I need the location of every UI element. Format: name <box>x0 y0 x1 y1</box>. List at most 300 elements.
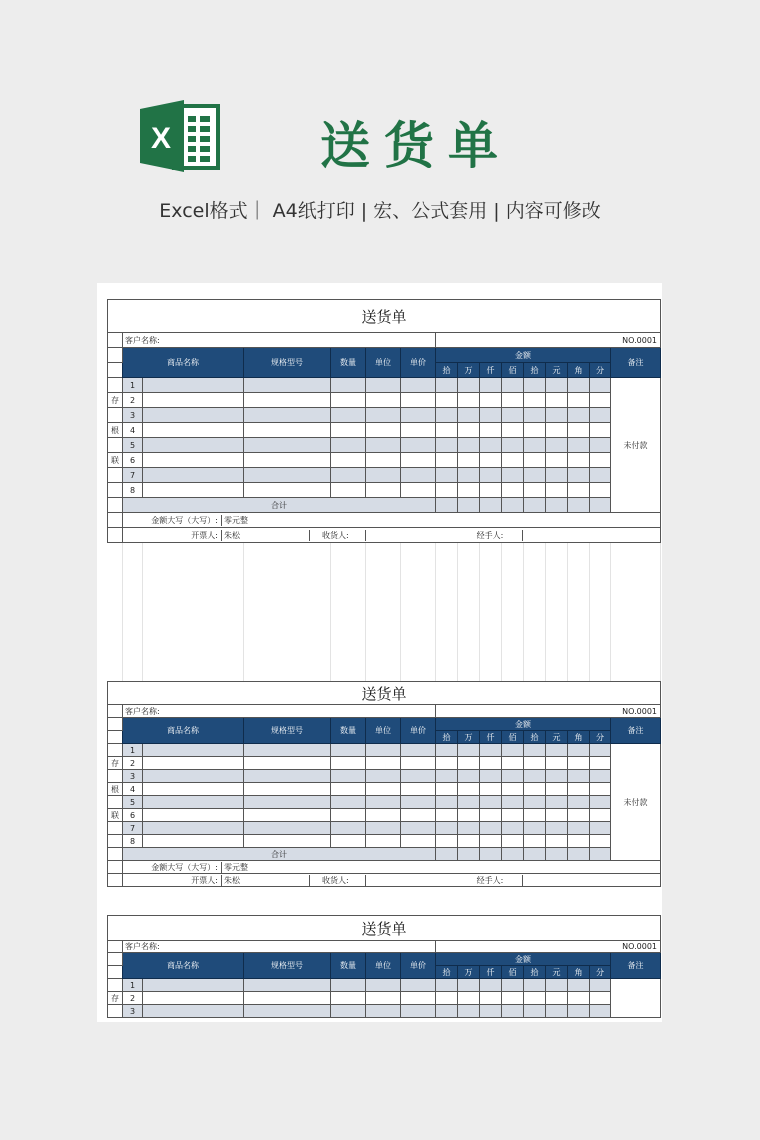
item-cell[interactable] <box>366 770 401 783</box>
item-cell[interactable] <box>331 483 366 498</box>
item-cell[interactable] <box>143 438 244 453</box>
item-cell[interactable] <box>502 979 524 992</box>
item-cell[interactable] <box>546 393 568 408</box>
side-label: 根 <box>108 783 123 796</box>
item-cell[interactable] <box>480 393 502 408</box>
col-header-unit: 单位 <box>366 348 401 378</box>
item-cell[interactable] <box>568 783 590 796</box>
item-cell[interactable] <box>436 423 458 438</box>
item-cell[interactable] <box>546 809 568 822</box>
item-cell[interactable] <box>546 438 568 453</box>
item-cell[interactable] <box>331 408 366 423</box>
item-cell[interactable] <box>366 992 401 1005</box>
item-cell[interactable] <box>502 408 524 423</box>
item-cell[interactable] <box>524 992 546 1005</box>
item-cell[interactable] <box>244 483 331 498</box>
amount-unit-header: 万 <box>458 966 480 979</box>
item-cell[interactable] <box>546 783 568 796</box>
feature-subtitle: Excel格式｜ A4纸打印 | 宏、公式套用 | 内容可修改 <box>159 200 601 222</box>
item-cell[interactable] <box>436 757 458 770</box>
item-cell[interactable] <box>590 393 611 408</box>
item-cell[interactable] <box>502 423 524 438</box>
item-cell[interactable] <box>458 1005 480 1018</box>
item-cell[interactable] <box>366 757 401 770</box>
item-cell[interactable] <box>436 483 458 498</box>
grid-line <box>545 543 546 681</box>
item-cell[interactable] <box>590 809 611 822</box>
item-cell[interactable] <box>244 979 331 992</box>
item-cell[interactable] <box>436 822 458 835</box>
item-cell[interactable] <box>524 378 546 393</box>
item-cell[interactable] <box>366 809 401 822</box>
item-cell[interactable] <box>480 483 502 498</box>
item-cell[interactable] <box>502 1005 524 1018</box>
item-cell[interactable] <box>366 393 401 408</box>
item-cell[interactable] <box>546 1005 568 1018</box>
item-cell[interactable] <box>366 744 401 757</box>
item-cell[interactable] <box>590 438 611 453</box>
item-cell[interactable] <box>480 453 502 468</box>
item-cell[interactable] <box>366 468 401 483</box>
item-cell[interactable] <box>458 770 480 783</box>
item-cell[interactable] <box>244 822 331 835</box>
item-cell[interactable] <box>524 822 546 835</box>
item-cell[interactable] <box>244 757 331 770</box>
item-cell[interactable] <box>401 468 436 483</box>
item-cell[interactable] <box>458 796 480 809</box>
item-cell[interactable] <box>458 423 480 438</box>
item-cell[interactable] <box>480 757 502 770</box>
item-cell[interactable] <box>524 438 546 453</box>
item-cell[interactable] <box>143 979 244 992</box>
item-cell[interactable] <box>590 408 611 423</box>
item-cell[interactable] <box>244 468 331 483</box>
item-cell[interactable] <box>480 423 502 438</box>
item-cell[interactable] <box>401 423 436 438</box>
item-cell[interactable] <box>502 992 524 1005</box>
item-cell[interactable] <box>401 822 436 835</box>
item-cell[interactable] <box>502 809 524 822</box>
item-cell[interactable] <box>546 483 568 498</box>
item-cell[interactable] <box>401 835 436 848</box>
item-cell[interactable] <box>458 378 480 393</box>
total-cell <box>568 848 590 861</box>
item-cell[interactable] <box>524 757 546 770</box>
item-cell[interactable] <box>436 1005 458 1018</box>
col-header-spec: 规格型号 <box>244 953 331 979</box>
item-cell[interactable] <box>331 822 366 835</box>
item-cell[interactable] <box>244 408 331 423</box>
item-cell[interactable] <box>366 822 401 835</box>
item-cell[interactable] <box>546 408 568 423</box>
item-cell[interactable] <box>244 1005 331 1018</box>
item-cell[interactable] <box>590 835 611 848</box>
item-cell[interactable] <box>546 822 568 835</box>
item-cell[interactable] <box>524 744 546 757</box>
item-cell[interactable] <box>458 438 480 453</box>
item-cell[interactable] <box>366 835 401 848</box>
item-cell[interactable] <box>458 822 480 835</box>
item-cell[interactable] <box>480 783 502 796</box>
item-cell[interactable] <box>244 393 331 408</box>
item-cell[interactable] <box>524 423 546 438</box>
item-cell[interactable] <box>480 1005 502 1018</box>
item-cell[interactable] <box>458 483 480 498</box>
item-cell[interactable] <box>366 979 401 992</box>
item-cell[interactable] <box>480 378 502 393</box>
item-cell[interactable] <box>143 1005 244 1018</box>
item-cell[interactable] <box>331 468 366 483</box>
item-cell[interactable] <box>546 757 568 770</box>
issuer-label: 开票人: <box>123 530 222 541</box>
item-cell[interactable] <box>401 408 436 423</box>
item-cell[interactable] <box>331 1005 366 1018</box>
col-header-qty: 数量 <box>331 348 366 378</box>
total-cell <box>546 848 568 861</box>
item-cell[interactable] <box>366 423 401 438</box>
item-cell[interactable] <box>524 468 546 483</box>
item-cell[interactable] <box>143 770 244 783</box>
item-cell[interactable] <box>401 796 436 809</box>
item-cell[interactable] <box>244 453 331 468</box>
item-cell[interactable] <box>458 393 480 408</box>
item-cell[interactable] <box>502 468 524 483</box>
item-cell[interactable] <box>502 822 524 835</box>
item-cell[interactable] <box>546 796 568 809</box>
item-cell[interactable] <box>524 979 546 992</box>
row-number: 1 <box>123 378 143 393</box>
item-cell[interactable] <box>331 796 366 809</box>
item-cell[interactable] <box>143 453 244 468</box>
cell <box>108 718 123 731</box>
col-header-remarks: 备注 <box>611 953 661 979</box>
item-cell[interactable] <box>143 809 244 822</box>
table-row <box>108 468 661 483</box>
item-cell[interactable] <box>436 796 458 809</box>
delivery-form <box>107 915 660 1018</box>
total-cell <box>502 848 524 861</box>
item-cell[interactable] <box>568 438 590 453</box>
item-cell[interactable] <box>590 468 611 483</box>
item-cell[interactable] <box>331 438 366 453</box>
item-cell[interactable] <box>546 979 568 992</box>
item-cell[interactable] <box>401 1005 436 1018</box>
item-cell[interactable] <box>568 744 590 757</box>
side-label <box>108 483 123 498</box>
cell <box>108 348 123 363</box>
total-cell <box>590 498 611 513</box>
item-cell[interactable] <box>590 453 611 468</box>
item-cell[interactable] <box>401 992 436 1005</box>
item-cell[interactable] <box>524 835 546 848</box>
item-cell[interactable] <box>331 835 366 848</box>
item-cell[interactable] <box>590 378 611 393</box>
item-cell[interactable] <box>331 757 366 770</box>
item-cell[interactable] <box>143 992 244 1005</box>
item-cell[interactable] <box>590 1005 611 1018</box>
item-cell[interactable] <box>143 744 244 757</box>
item-cell[interactable] <box>480 992 502 1005</box>
total-cell <box>480 498 502 513</box>
item-cell[interactable] <box>244 835 331 848</box>
item-cell[interactable] <box>331 423 366 438</box>
item-cell[interactable] <box>568 770 590 783</box>
item-cell[interactable] <box>502 757 524 770</box>
item-cell[interactable] <box>568 796 590 809</box>
item-cell[interactable] <box>568 393 590 408</box>
item-cell[interactable] <box>436 835 458 848</box>
form-title: 送货单 <box>108 300 661 333</box>
item-cell[interactable] <box>143 408 244 423</box>
item-cell[interactable] <box>366 783 401 796</box>
item-cell[interactable] <box>436 979 458 992</box>
item-cell[interactable] <box>143 483 244 498</box>
item-cell[interactable] <box>546 468 568 483</box>
item-cell[interactable] <box>590 796 611 809</box>
row-number: 2 <box>123 393 143 408</box>
item-cell[interactable] <box>143 378 244 393</box>
item-cell[interactable] <box>568 992 590 1005</box>
item-cell[interactable] <box>502 796 524 809</box>
item-cell[interactable] <box>401 393 436 408</box>
item-cell[interactable] <box>244 770 331 783</box>
item-cell[interactable] <box>568 809 590 822</box>
item-cell[interactable] <box>480 809 502 822</box>
side-label <box>108 770 123 783</box>
item-cell[interactable] <box>244 783 331 796</box>
item-cell[interactable] <box>590 483 611 498</box>
amount-unit-header: 佰 <box>502 731 524 744</box>
cell <box>108 333 123 348</box>
item-cell[interactable] <box>366 483 401 498</box>
item-cell[interactable] <box>568 757 590 770</box>
item-cell[interactable] <box>480 979 502 992</box>
customer-name-field[interactable]: 客户名称: <box>123 705 436 718</box>
item-cell[interactable] <box>244 992 331 1005</box>
item-cell[interactable] <box>458 453 480 468</box>
total-cell <box>436 848 458 861</box>
item-cell[interactable] <box>568 835 590 848</box>
item-cell[interactable] <box>436 783 458 796</box>
table-row <box>108 423 661 438</box>
remarks-cell: 未付款 <box>611 378 661 513</box>
item-cell[interactable] <box>458 757 480 770</box>
item-cell[interactable] <box>502 393 524 408</box>
item-cell[interactable] <box>366 378 401 393</box>
side-label: 存 <box>108 992 123 1005</box>
item-cell[interactable] <box>366 438 401 453</box>
item-cell[interactable] <box>502 483 524 498</box>
item-cell[interactable] <box>436 393 458 408</box>
item-cell[interactable] <box>458 744 480 757</box>
item-cell[interactable] <box>546 992 568 1005</box>
item-cell[interactable] <box>480 835 502 848</box>
side-label <box>108 835 123 848</box>
item-cell[interactable] <box>590 979 611 992</box>
item-cell[interactable] <box>331 992 366 1005</box>
item-cell[interactable] <box>502 835 524 848</box>
item-cell[interactable] <box>244 438 331 453</box>
item-cell[interactable] <box>502 453 524 468</box>
item-cell[interactable] <box>458 992 480 1005</box>
item-cell[interactable] <box>546 770 568 783</box>
item-cell[interactable] <box>568 378 590 393</box>
table-row <box>108 953 661 966</box>
table-row <box>108 744 661 757</box>
item-cell[interactable] <box>524 393 546 408</box>
item-cell[interactable] <box>401 483 436 498</box>
item-cell[interactable] <box>366 1005 401 1018</box>
col-header-qty: 数量 <box>331 953 366 979</box>
item-cell[interactable] <box>480 438 502 453</box>
item-cell[interactable] <box>524 809 546 822</box>
item-cell[interactable] <box>524 408 546 423</box>
item-cell[interactable] <box>436 770 458 783</box>
item-cell[interactable] <box>524 453 546 468</box>
item-cell[interactable] <box>568 979 590 992</box>
item-cell[interactable] <box>401 438 436 453</box>
item-cell[interactable] <box>458 809 480 822</box>
item-cell[interactable] <box>458 835 480 848</box>
item-cell[interactable] <box>502 744 524 757</box>
item-cell[interactable] <box>244 423 331 438</box>
item-cell[interactable] <box>436 744 458 757</box>
item-cell[interactable] <box>366 796 401 809</box>
item-cell[interactable] <box>366 453 401 468</box>
item-cell[interactable] <box>436 809 458 822</box>
item-cell[interactable] <box>546 744 568 757</box>
item-cell[interactable] <box>143 822 244 835</box>
item-cell[interactable] <box>401 378 436 393</box>
item-cell[interactable] <box>524 1005 546 1018</box>
item-cell[interactable] <box>143 468 244 483</box>
item-cell[interactable] <box>568 453 590 468</box>
item-cell[interactable] <box>590 744 611 757</box>
item-cell[interactable] <box>568 822 590 835</box>
item-cell[interactable] <box>524 770 546 783</box>
item-cell[interactable] <box>143 393 244 408</box>
item-cell[interactable] <box>568 468 590 483</box>
table-row <box>108 757 661 770</box>
item-cell[interactable] <box>401 757 436 770</box>
item-cell[interactable] <box>244 378 331 393</box>
col-header-spec: 规格型号 <box>244 718 331 744</box>
item-cell[interactable] <box>524 796 546 809</box>
total-cell <box>524 498 546 513</box>
item-cell[interactable] <box>244 809 331 822</box>
item-cell[interactable] <box>502 378 524 393</box>
item-cell[interactable] <box>502 770 524 783</box>
item-cell[interactable] <box>143 835 244 848</box>
col-header-remarks: 备注 <box>611 718 661 744</box>
item-cell[interactable] <box>480 770 502 783</box>
issuer-value[interactable]: 朱松 <box>222 875 310 886</box>
item-cell[interactable] <box>568 483 590 498</box>
item-cell[interactable] <box>401 809 436 822</box>
item-cell[interactable] <box>480 468 502 483</box>
item-cell[interactable] <box>331 378 366 393</box>
table-row <box>108 705 661 718</box>
item-cell[interactable] <box>331 770 366 783</box>
item-cell[interactable] <box>331 393 366 408</box>
table-row <box>108 408 661 423</box>
item-cell[interactable] <box>568 408 590 423</box>
item-cell[interactable] <box>436 453 458 468</box>
item-cell[interactable] <box>143 783 244 796</box>
item-cell[interactable] <box>436 378 458 393</box>
item-cell[interactable] <box>590 770 611 783</box>
side-label <box>108 378 123 393</box>
item-cell[interactable] <box>502 438 524 453</box>
item-cell[interactable] <box>546 453 568 468</box>
item-cell[interactable] <box>436 408 458 423</box>
col-header-spec: 规格型号 <box>244 348 331 378</box>
customer-name-field[interactable]: 客户名称: <box>123 333 436 348</box>
item-cell[interactable] <box>401 979 436 992</box>
item-cell[interactable] <box>401 770 436 783</box>
item-cell[interactable] <box>331 783 366 796</box>
item-cell[interactable] <box>458 979 480 992</box>
item-cell[interactable] <box>480 822 502 835</box>
table-row <box>108 770 661 783</box>
item-cell[interactable] <box>590 757 611 770</box>
item-cell[interactable] <box>524 483 546 498</box>
item-cell[interactable] <box>590 783 611 796</box>
item-cell[interactable] <box>401 744 436 757</box>
item-cell[interactable] <box>480 408 502 423</box>
cell <box>108 528 123 543</box>
grid-line <box>610 543 611 681</box>
item-cell[interactable] <box>458 468 480 483</box>
item-cell[interactable] <box>480 796 502 809</box>
item-cell[interactable] <box>590 423 611 438</box>
item-cell[interactable] <box>568 1005 590 1018</box>
table-row <box>108 979 661 992</box>
item-cell[interactable] <box>436 992 458 1005</box>
item-cell[interactable] <box>546 423 568 438</box>
item-cell[interactable] <box>480 744 502 757</box>
item-cell[interactable] <box>436 438 458 453</box>
item-cell[interactable] <box>458 408 480 423</box>
item-cell[interactable] <box>590 992 611 1005</box>
item-cell[interactable] <box>401 783 436 796</box>
item-cell[interactable] <box>436 468 458 483</box>
item-cell[interactable] <box>244 796 331 809</box>
item-cell[interactable] <box>366 408 401 423</box>
item-cell[interactable] <box>143 796 244 809</box>
item-cell[interactable] <box>524 783 546 796</box>
col-header-unit: 单位 <box>366 718 401 744</box>
item-cell[interactable] <box>458 783 480 796</box>
item-cell[interactable] <box>331 744 366 757</box>
item-cell[interactable] <box>546 835 568 848</box>
amount-unit-header: 元 <box>546 363 568 378</box>
item-cell[interactable] <box>401 453 436 468</box>
item-cell[interactable] <box>590 822 611 835</box>
item-cell[interactable] <box>143 423 244 438</box>
item-cell[interactable] <box>244 744 331 757</box>
item-cell[interactable] <box>502 783 524 796</box>
item-cell[interactable] <box>331 809 366 822</box>
item-cell[interactable] <box>568 423 590 438</box>
item-cell[interactable] <box>331 453 366 468</box>
item-cell[interactable] <box>143 757 244 770</box>
item-cell[interactable] <box>546 378 568 393</box>
total-label: 合计 <box>123 848 436 861</box>
issuer-value[interactable]: 朱松 <box>222 530 310 541</box>
item-cell[interactable] <box>331 979 366 992</box>
customer-name-field[interactable]: 客户名称: <box>123 941 436 953</box>
